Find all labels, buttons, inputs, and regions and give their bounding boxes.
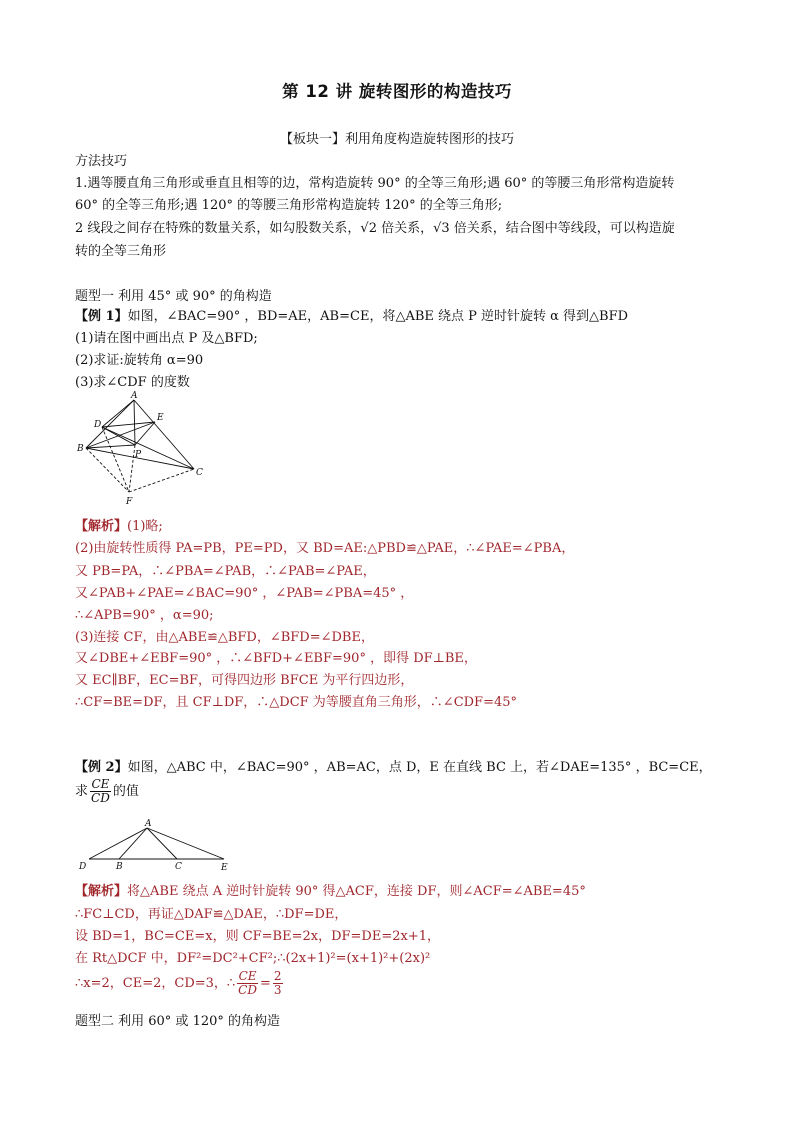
point-label-P: P xyxy=(135,450,142,460)
ex2-geometry-figure xyxy=(75,818,235,874)
segment-FC xyxy=(129,469,194,492)
ex1-stem xyxy=(75,305,628,324)
point-label-B: B xyxy=(116,862,123,872)
ex2-ask-prefix: 求 xyxy=(75,784,89,799)
ex1-solution-s9: ∴CF=BE=DF，且 CF⊥DF，∴△DCF 为等腰直角三角形，∴∠CDF=45° xyxy=(75,695,518,710)
ex2-solution-s5 xyxy=(75,970,285,997)
segment-DC xyxy=(102,427,194,469)
method-p1-line2: 60° 的全等三角形;遇 120° 的等腰三角形常构造旋转 120° 的全等三角形; xyxy=(75,198,503,213)
point-label-F: F xyxy=(126,497,133,507)
method-p2-part-c: 倍关系，结合图中等线段，可以构造旋 xyxy=(449,221,675,236)
fraction-numerator: CE xyxy=(91,777,110,791)
method-p2-part-a: 2 线段之间存在特殊的数量关系，如勾股数关系， xyxy=(75,221,361,236)
method-p2-part-b: 倍关系， xyxy=(376,221,434,236)
ex1-q2: (2)求证:旋转角 α=90 xyxy=(75,353,204,368)
type1-heading: 题型一 利用 45° 或 90° 的角构造 xyxy=(75,289,272,304)
ex1-q3: (3)求∠CDF 的度数 xyxy=(75,375,190,390)
segment-DP xyxy=(102,427,135,445)
ex1-solution-s6: (3)连接 CF，由△ABE≌△BFD，∠BFD=∠DBE， xyxy=(75,630,374,645)
point-label-A: A xyxy=(131,391,138,401)
ex1-solution-s7: 又∠DBE+∠EBF=90° ，∴∠BFD+∠EBF=90° ，即得 DF⊥BE， xyxy=(75,651,477,666)
segment-AC xyxy=(147,828,177,859)
point-label-E: E xyxy=(157,413,164,423)
ex2-solution-fraction-left xyxy=(237,970,258,997)
ex1-solution-s3: 又 PB=PA，∴∠PBA=∠PAB，∴∠PAB=∠PAE， xyxy=(75,564,376,579)
ex1-label: 【例 1】 xyxy=(75,309,128,324)
ex1-solution-label: 【解析】 xyxy=(75,519,128,534)
ex2-solution-label: 【解析】 xyxy=(75,884,128,899)
fraction-numerator: 2 xyxy=(273,969,282,983)
ex2-ask-suffix: 的值 xyxy=(112,784,139,799)
point-label-D: D xyxy=(94,420,102,430)
segment-BF xyxy=(86,448,129,492)
segment-AD xyxy=(102,400,134,427)
method-p2-line2: 转的全等三角形 xyxy=(75,244,167,259)
ex1-solution-s4: 又∠PAB+∠PAE=∠BAC=90° ，∠PAB=∠PBA=45° ， xyxy=(75,586,414,601)
ex1-stem-text: 如图，∠BAC=90° ，BD=AE，AB=CE，将△ABE 绕点 P 逆时针旋转 α 得到△BFD xyxy=(127,309,629,324)
ex1-solution-s2: (2)由旋转性质得 PA=PB，PE=PD，又 BD=AE:△PBD≌△PAE，∴∠PAE=∠PBA， xyxy=(75,541,575,556)
ex2-solution-s3: 设 BD=1，BC=CE=x，则 CF=BE=2x，DF=DE=2x+1， xyxy=(75,929,441,944)
segment-AP xyxy=(134,400,135,445)
ex1-solution-s5: ∴∠APB=90° ，α=90; xyxy=(75,608,214,623)
point-label-D: D xyxy=(79,862,87,872)
method-p2-line1 xyxy=(75,217,675,236)
type2-heading: 题型二 利用 60° 或 120° 的角构造 xyxy=(75,1014,281,1029)
fraction-denominator: CD xyxy=(91,791,110,805)
ex1-q1: (1)请在图中画出点 P 及△BFD; xyxy=(75,331,258,346)
ex2-ask xyxy=(75,778,139,805)
ex1-geometry-figure xyxy=(72,390,212,510)
sqrt2-text: √2 xyxy=(360,221,377,236)
ex2-solution-s1: 将△ABE 绕点 A 逆时针旋转 90° 得△ACF，连接 DF，则∠ACF=∠ABE=45° xyxy=(127,884,586,899)
segment-AE xyxy=(147,828,224,859)
ex2-fraction xyxy=(90,778,111,805)
ex1-solution-line1 xyxy=(75,515,163,534)
ex2-solution-s2: ∴FC⊥CD，再证△DAF≌△DAE，∴DF=DE， xyxy=(75,907,348,922)
ex2-solution-s4: 在 Rt△DCF 中，DF²=DC²+CF²;∴(2x+1)²=(x+1)²+(2x)² xyxy=(75,951,431,966)
point-label-E: E xyxy=(221,863,228,873)
fraction-denominator: 3 xyxy=(273,983,282,997)
fraction-denominator: CD xyxy=(238,983,257,997)
page-title: 第 12 讲 旋转图形的构造技巧 xyxy=(282,82,512,101)
point-label-C: C xyxy=(196,468,203,478)
segment-AB xyxy=(119,828,147,859)
ex1-solution-s1: (1)略; xyxy=(127,519,163,534)
point-label-A: A xyxy=(145,819,152,829)
method-p1-line1: 1.遇等腰直角三角形或垂直且相等的边，常构造旋转 90° 的全等三角形;遇 60° 的等腰三角形常构造旋转 xyxy=(75,176,675,191)
fraction-numerator: CE xyxy=(238,969,257,983)
ex2-solution-s5-prefix: ∴x=2，CE=2，CD=3，∴ xyxy=(75,976,236,991)
ex2-label: 【例 2】 xyxy=(75,760,128,775)
section-title: 【板块一】利用角度构造旋转图形的技巧 xyxy=(279,132,514,147)
ex2-solution-fraction-right xyxy=(273,970,283,997)
method-heading: 方法技巧 xyxy=(75,154,128,169)
sqrt3-text: √3 xyxy=(433,221,450,236)
ex2-stem xyxy=(75,756,712,775)
ex1-solution-s8: 又 EC∥BF，EC=BF，可得四边形 BFCE 为平行四边形， xyxy=(75,673,414,688)
ex2-stem-text: 如图，△ABC 中，∠BAC=90° ，AB=AC，点 D，E 在直线 BC 上，若∠DAE=135° ，BC=CE， xyxy=(127,760,712,775)
point-label-B: B xyxy=(77,444,84,454)
equals-sign: = xyxy=(259,976,271,991)
segment-AD xyxy=(89,828,147,859)
point-label-C: C xyxy=(175,862,182,872)
ex2-solution-line1 xyxy=(75,880,586,899)
